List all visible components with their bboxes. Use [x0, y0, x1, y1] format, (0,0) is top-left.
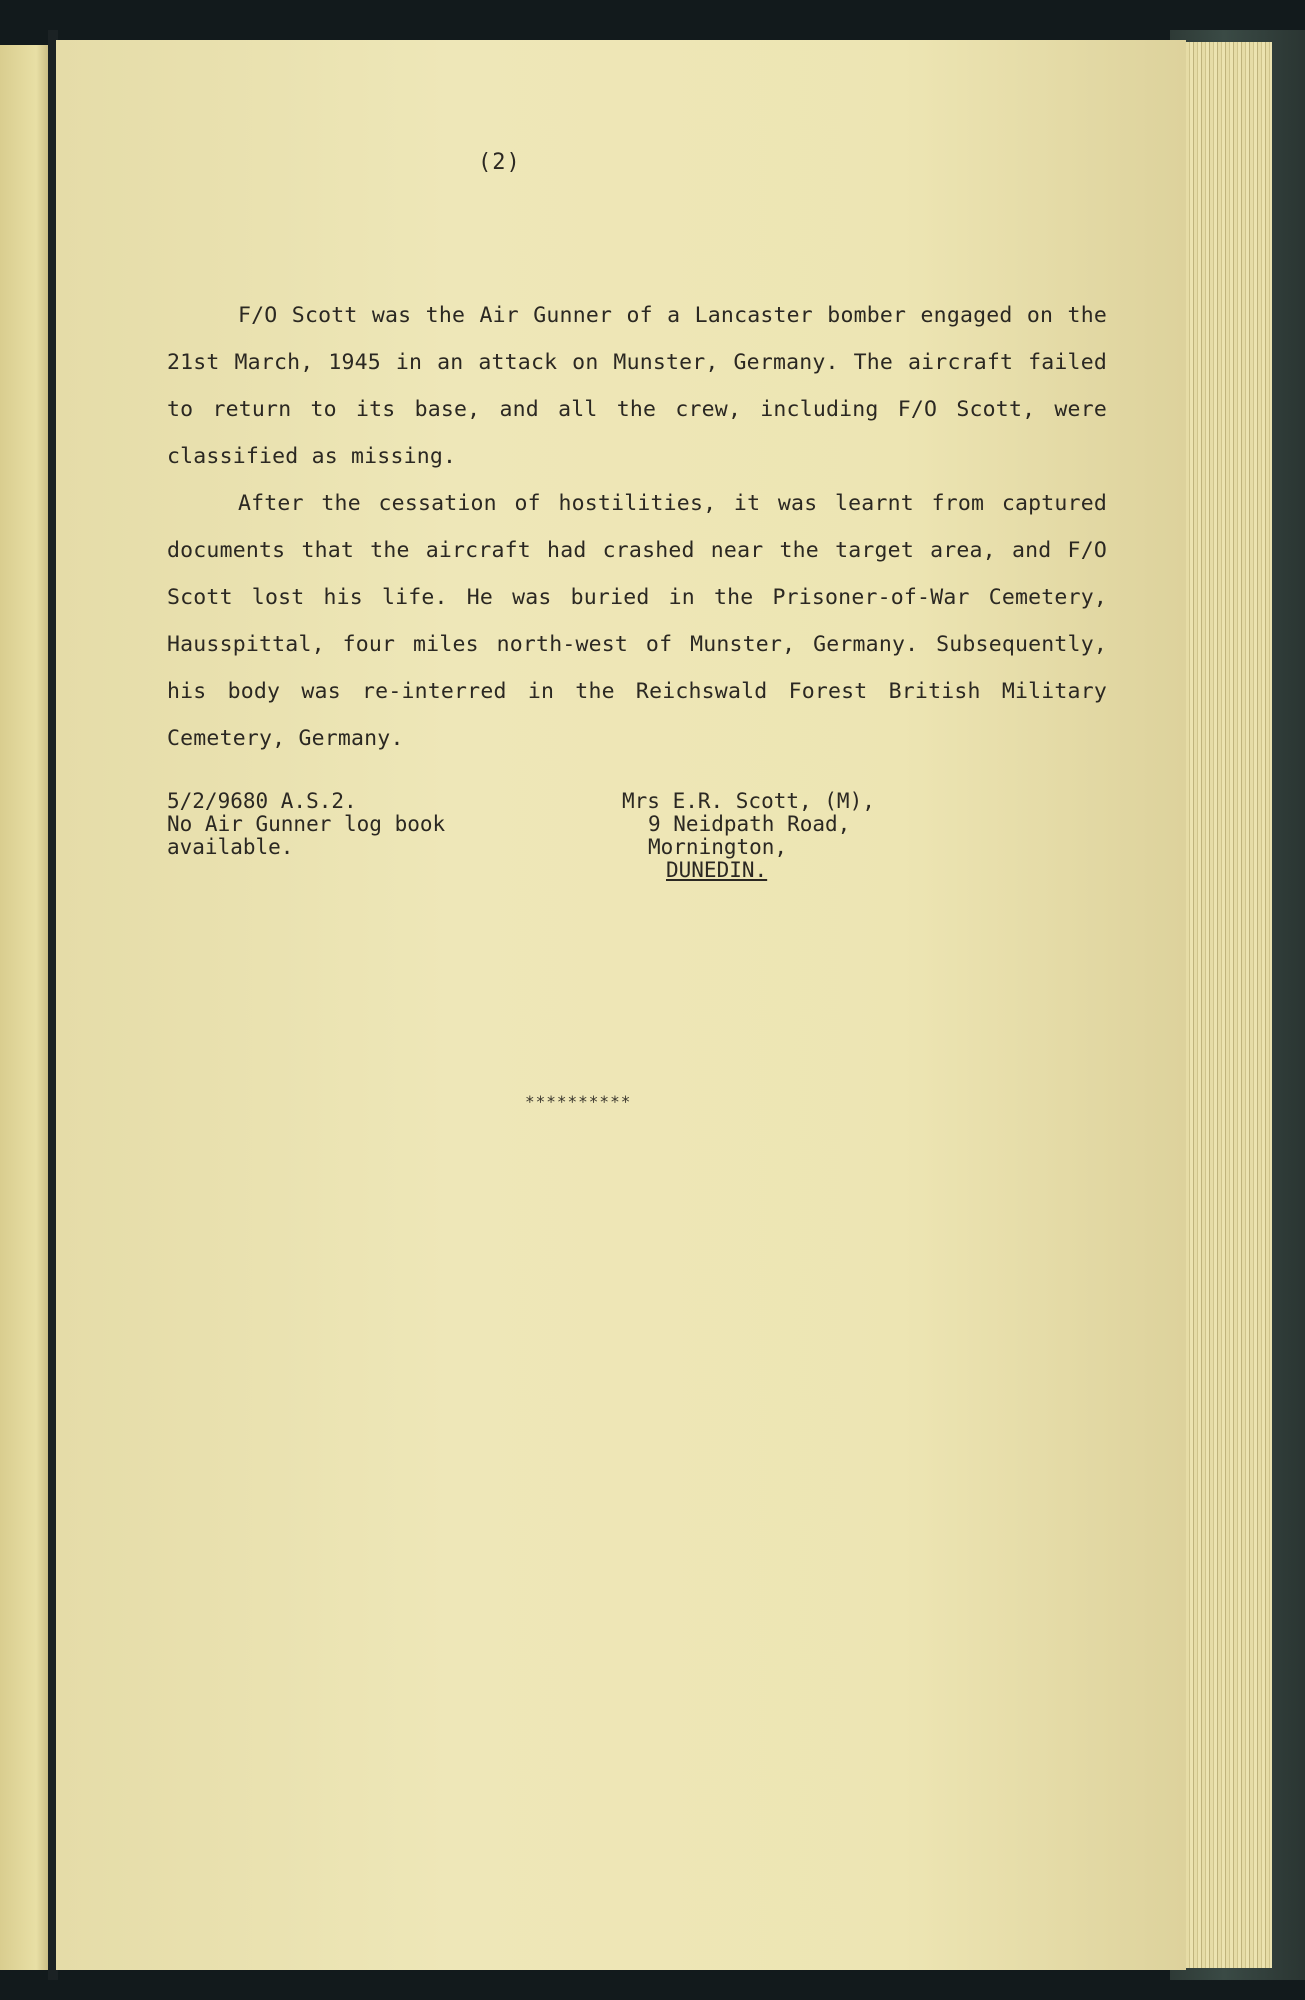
- file-number: 5/2/9680 A.S.2.: [167, 789, 357, 813]
- reference-block: [167, 790, 445, 859]
- paragraph-service-summary: F/O Scott was the Air Gunner of a Lancaster bomber engaged on the 21st March, 1945 in an attack on Munster, Germany. The aircraft failed to return to its base, and all the crew, including F/O Scott, were classified as missing.: [167, 303, 1107, 469]
- page-number: (2): [478, 150, 521, 175]
- next-of-kin-address: [622, 790, 875, 882]
- paragraph-burial-details: After the cessation of hostilities, it was learnt from captured documents that the aircraft had crashed near the target area, and F/O Scott lost his life. He was buried in the Prisoner-of-War Cemetery, Hausspittal, four miles north-west of Munster, Germany. Subsequently, his body was re-interred in the Reichswald Forest British Military Cemetery, Germany.: [167, 491, 1107, 751]
- log-book-note-line1: No Air Gunner log book: [167, 812, 446, 836]
- address-street: 9 Neidpath Road,: [648, 812, 851, 836]
- asterisk-divider: **********: [525, 1092, 632, 1111]
- address-city: DUNEDIN.: [666, 858, 768, 882]
- next-of-kin-name: Mrs E.R. Scott, (M),: [622, 789, 875, 813]
- body-text: [167, 292, 1107, 762]
- address-suburb: Mornington,: [648, 835, 788, 859]
- log-book-note-line2: available.: [167, 835, 294, 859]
